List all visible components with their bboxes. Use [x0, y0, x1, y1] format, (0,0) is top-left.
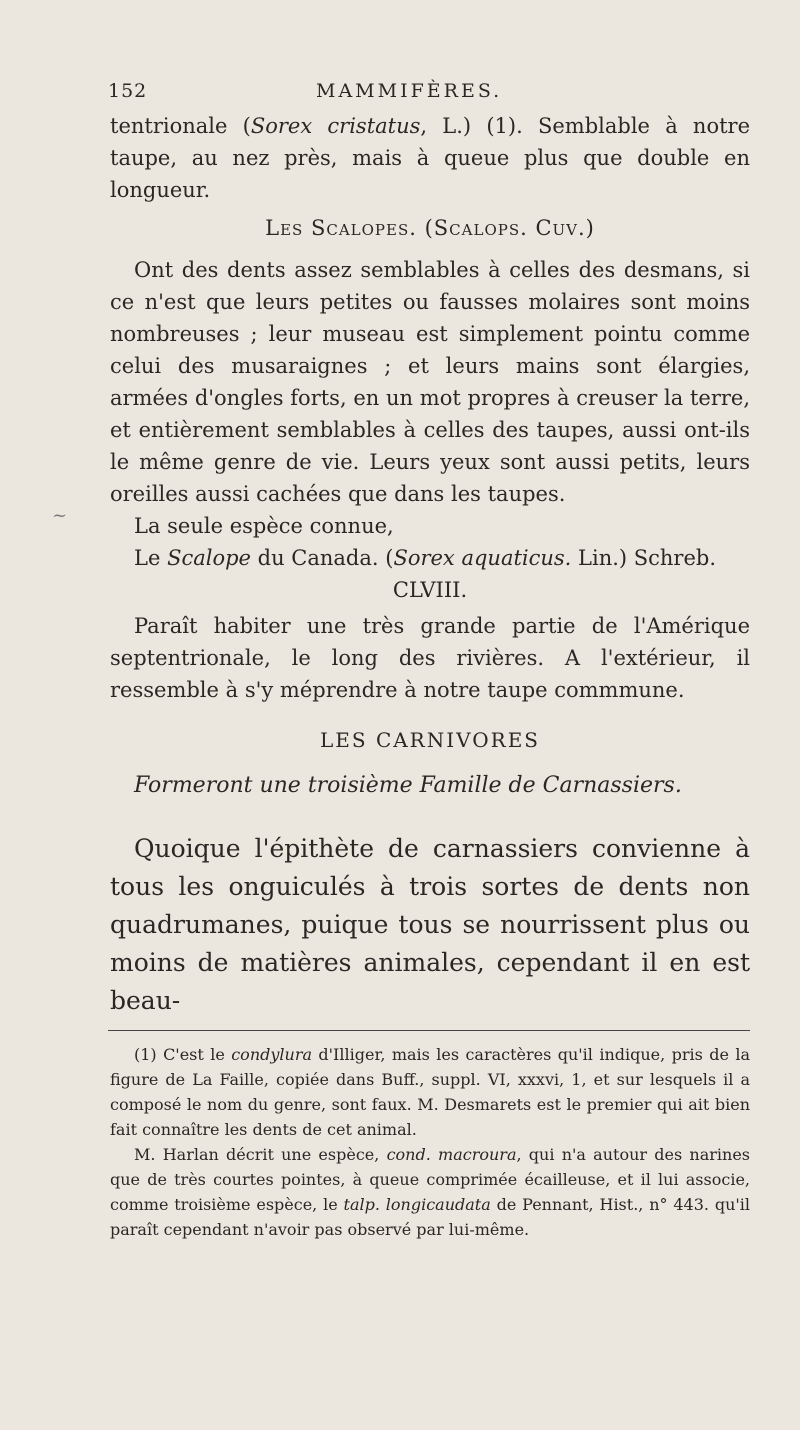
- species-number: CLVIII.: [392, 578, 468, 602]
- paragraph-habitat: Paraît habiter une très grande partie de l'Amérique septentrionale, le long des rivières. A l'extérieur, il ressemble à s'y méprendre à notre taupe commmune.: [110, 614, 750, 702]
- text-run: du Canada. (: [250, 546, 394, 570]
- family-subtitle: Formeront une troisième Famille de Carnassiers.: [134, 773, 682, 798]
- footnotes: [110, 1042, 750, 1242]
- species-name: Sorex cristatus: [250, 114, 421, 138]
- genus-name: condylura: [231, 1045, 313, 1064]
- paragraph-carnassiers: Quoique l'épithète de carnassiers convienne à tous les onguiculés à trois sortes de dents non quadrumanes, puique tous se nourrissent plus ou moins de matières animales, cependant il en est beau-: [110, 834, 750, 1015]
- running-head: [108, 80, 748, 110]
- text-run: Lin.) Schreb.: [571, 546, 717, 570]
- section-heading-scalopes: Les Scalopes. (Scalops. Cuv.): [265, 216, 595, 240]
- species-name: talp. longicaudata: [343, 1195, 491, 1214]
- text-run: tentrionale (: [110, 114, 251, 138]
- margin-mark: ~: [52, 505, 68, 526]
- text-run: de Pennant, Hist., n° 443. qu'il paraît cependant n'avoir pas observé par lui-même.: [110, 1195, 751, 1239]
- text-run: M. Harlan décrit une espèce,: [134, 1145, 387, 1164]
- species-name: cond. macroura: [386, 1145, 517, 1164]
- paragraph-seule-espece: La seule espèce connue,: [134, 514, 394, 538]
- text-run: Le: [134, 546, 168, 570]
- paragraph-scalopes: Ont des dents assez semblables à celles des desmans, si ce n'est que leurs petites ou fausses molaires sont moins nombreuses ; leur museau est simplement pointu comme celui des musaraignes ; et leurs mains sont élargies, armées d'ongles forts, en un mot propres à creuser la terre, et entièrement semblables à celles des taupes, aussi ont-ils le même genre de vie. Leurs yeux sont aussi petits, leurs oreilles aussi cachées que dans les taupes.: [110, 258, 750, 506]
- text-run: , L.) (1). Semblable à notre taupe, au nez près, mais à queue plus que double en longueur.: [110, 114, 751, 202]
- footnote-1: [110, 1042, 750, 1142]
- running-title: MAMMIFÈRES.: [316, 80, 503, 102]
- text-run: d'Illiger, mais les caractères qu'il indique, pris de la figure de La Faille, copiée dans Buff., suppl. VI, xxxvi, 1, et sur lesquels il a composé le nom du genre, sont faux. M. Desmarets est le premier qui ait bien fait connaître les dents de cet animal.: [110, 1045, 750, 1139]
- main-text: [110, 110, 750, 1020]
- species-name: Sorex aquaticus.: [393, 546, 572, 570]
- footnote-rule: [108, 1030, 750, 1031]
- text-run: (1) C'est le: [134, 1045, 232, 1064]
- footnote-1-continued: [110, 1142, 750, 1242]
- page-number: 152: [108, 80, 148, 102]
- genus-name: Scalope: [167, 546, 251, 570]
- species-entry: [110, 542, 750, 574]
- text-run: , qui n'a autour des narines que de très courtes pointes, à queue comprimée écailleuse, et il lui associe, comme troisième espèce, le: [110, 1145, 750, 1214]
- section-heading-carnivores: LES CARNIVORES: [320, 728, 540, 752]
- paragraph-continuation: [110, 110, 750, 206]
